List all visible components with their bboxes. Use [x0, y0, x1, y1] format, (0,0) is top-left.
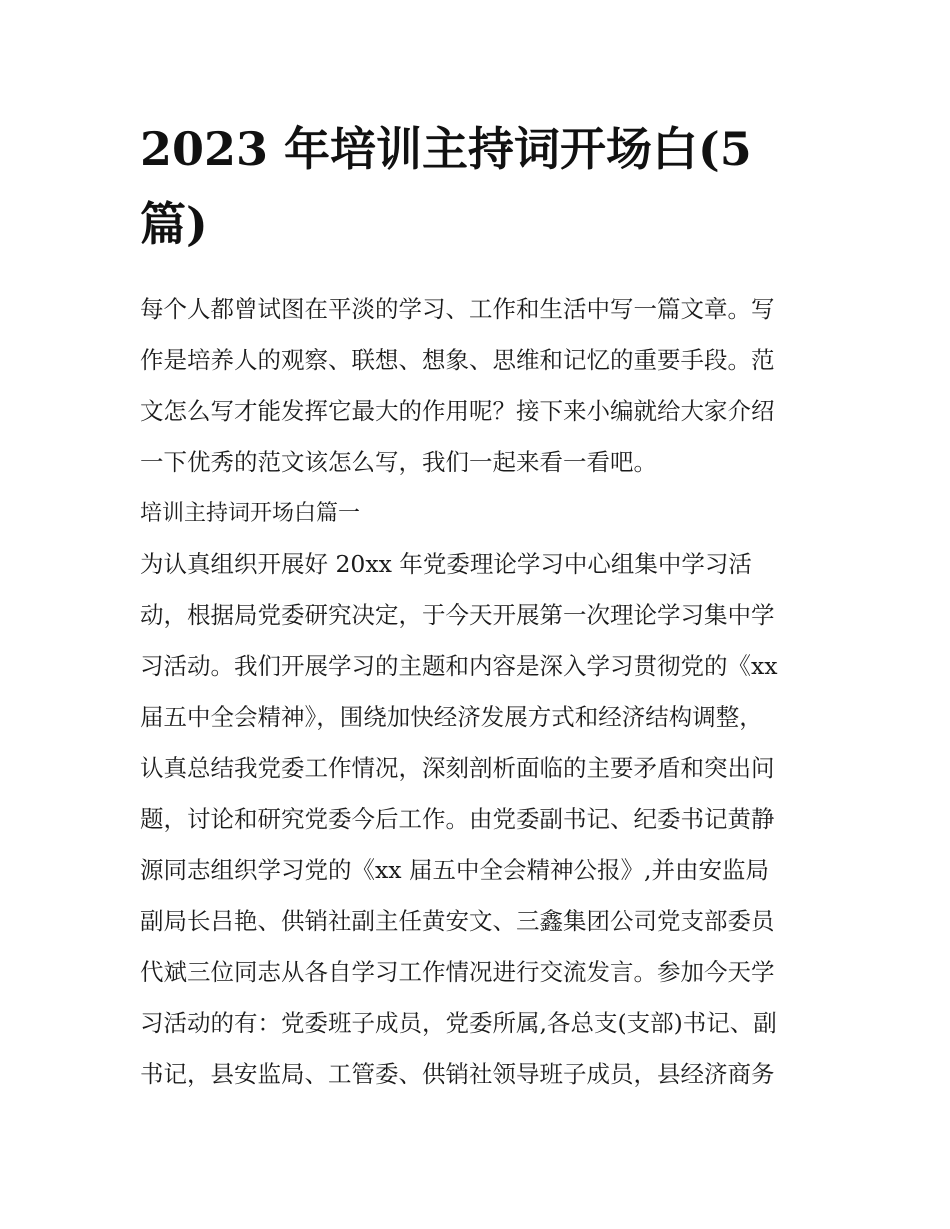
body-line: 副局长吕艳、供销社副主任黄安文、三鑫集团公司党支部委员 [140, 907, 775, 935]
document-title [140, 112, 812, 262]
body-line: 为认真组织开展好 20xx 年党委理论学习中心组集中学习活 [140, 550, 752, 578]
body-line: 习活动。我们开展学习的主题和内容是深入学习贯彻党的《xx [140, 652, 778, 680]
body-paragraph [140, 539, 812, 1100]
body-line: 习活动的有：党委班子成员，党委所属,各总支(支部)书记、副 [140, 1009, 777, 1037]
intro-line: 文怎么写才能发挥它最大的作用呢？接下来小编就给大家介绍 [140, 397, 775, 425]
body-line: 届五中全会精神》，围绕加快经济发展方式和经济结构调整， [140, 703, 763, 731]
body-line: 源同志组织学习党的《xx 届五中全会精神公报》,并由安监局 [140, 856, 769, 884]
body-line: 题，讨论和研究党委今后工作。由党委副书记、纪委书记黄静 [140, 805, 775, 833]
body-line: 动，根据局党委研究决定，于今天开展第一次理论学习集中学 [140, 601, 775, 629]
intro-line: 一下优秀的范文该怎么写，我们一起来看一看吧。 [140, 448, 657, 476]
body-line: 代斌三位同志从各自学习工作情况进行交流发言。参加今天学 [140, 958, 775, 986]
intro-line: 作是培养人的观察、联想、想象、思维和记忆的重要手段。范 [140, 346, 775, 374]
section-heading: 培训主持词开场白篇一 [140, 501, 361, 526]
body-line: 认真总结我党委工作情况，深刻剖析面临的主要矛盾和突出问 [140, 754, 775, 782]
document-content [140, 112, 812, 1100]
intro-paragraph [140, 284, 812, 488]
body-line: 书记，县安监局、工管委、供销社领导班子成员，县经济商务 [140, 1060, 775, 1088]
intro-line: 每个人都曾试图在平淡的学习、工作和生活中写一篇文章。写 [140, 295, 775, 323]
title-line: 篇) [140, 197, 208, 251]
title-line: 2023 年培训主持词开场白(5 [140, 122, 752, 176]
